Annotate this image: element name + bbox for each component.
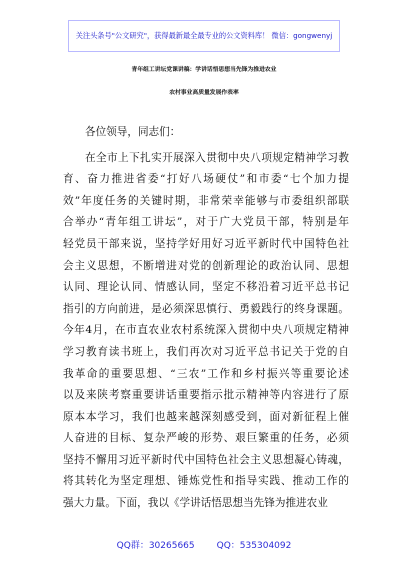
footer-contact xyxy=(0,538,408,551)
body-line: 轻党员干部来说，坚持学好用好习近平新时代中国特色社 xyxy=(63,238,349,250)
body-line: 强大力量。下面，我以《学讲话悟思想当先锋为推进农业 xyxy=(63,497,328,509)
body-line: 以及来陕考察重要讲话重要指示批示精神等内容进行了原 xyxy=(63,389,349,401)
footer-qq-group: QQ群：30265665 xyxy=(116,541,195,551)
body-line: 在全市上下扎实开展深入贯彻中央八项规定精神学习教 xyxy=(85,152,349,164)
body-line: 会主义思想，不断增进对党的创新理论的政治认同、思想 xyxy=(63,260,349,272)
footer-qq: QQ：535304092 xyxy=(216,541,292,551)
body-line: 我革命的重要思想、“三农”工作和乡村振兴等重要论述 xyxy=(63,368,349,380)
body-line: 原本本学习，我们也越来越深刻感受到，面对新征程上催 xyxy=(63,411,349,423)
salutation: 各位领导，同志们： xyxy=(85,126,181,138)
body-line: 效”年度任务的关键时期，非常荣幸能够与市委组织部联 xyxy=(63,195,349,207)
body-line: 坚持不懈用习近平新时代中国特色社会主义思想凝心铸魂， xyxy=(63,454,349,466)
document-title-line-2: 农村事业高质量发展作表率 xyxy=(169,90,239,96)
body-line: 今年4月，在市直农业农村系统深入贯彻中央八项规定精神 xyxy=(63,324,349,336)
promo-banner xyxy=(68,20,340,52)
body-line: 育、奋力推进省委“打好八场硬仗”和市委“七个加力提 xyxy=(63,173,349,185)
promo-banner-text: 关注头条号"公文研究"，获得最新最全最专业的公文资料库！ 微信：gongwenyj xyxy=(75,31,333,40)
body-line: 学习教育读书班上，我们再次对习近平总书记关于党的自 xyxy=(63,346,349,358)
body-line: 指引的方向前进，是必须深思慎行、勇毅践行的终身课题。 xyxy=(63,303,349,315)
body-line: 人奋进的目标、复杂严峻的形势、艰巨繁重的任务，必须 xyxy=(63,432,349,444)
document-title-line-1: 青年组工讲坛党课讲稿：学讲话悟思想当先锋为推进农业 xyxy=(131,67,277,73)
body-line: 认同、理论认同、情感认同，坚定不移沿着习近平总书记 xyxy=(63,281,349,293)
body-line: 合举办“青年组工讲坛”，对于广大党员干部，特别是年 xyxy=(63,216,349,228)
body-line: 将其转化为坚定理想、锤炼党性和指导实践、推动工作的 xyxy=(63,475,349,487)
